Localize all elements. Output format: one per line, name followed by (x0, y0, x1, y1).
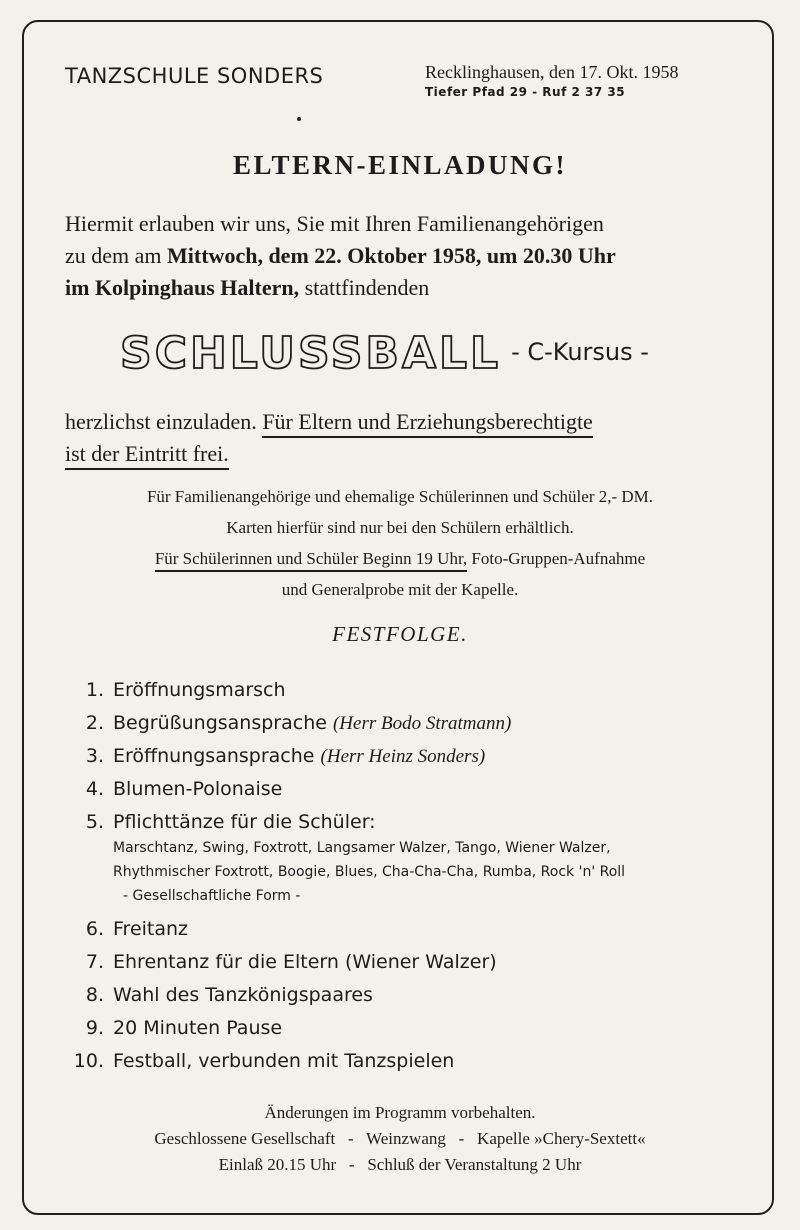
program-item (68, 708, 625, 741)
item-number: 2. (85, 712, 104, 734)
dance-line-2: Rhythmischer Foxtrott, Boogie, Blues, Cha-Cha-Cha, Rumba, Rock 'n' Roll (113, 864, 626, 880)
item-text: Pflichttänze für die Schüler: (113, 811, 376, 833)
program-item (68, 675, 625, 708)
item-note: (Herr Heinz Sonders) (320, 746, 486, 767)
item-text: Begrüßungsansprache (113, 712, 333, 734)
event-date: Mittwoch, dem 22. Oktober 1958, um 20.30 Uhr (167, 243, 616, 268)
invite-line-2 (65, 438, 593, 470)
dance-line-1: Marschtanz, Swing, Foxtrott, Langsamer Walzer, Tango, Wiener Walzer, (113, 840, 611, 856)
program-item (68, 741, 625, 774)
program-item (68, 947, 625, 980)
invite-text: herzlichst einzuladen. (65, 409, 263, 434)
item-number: 10. (73, 1050, 104, 1072)
item-number: 3. (85, 745, 104, 767)
ink-dot (297, 117, 301, 121)
program-item (68, 1046, 625, 1079)
student-start-underlined: Für Schülerinnen und Schüler Beginn 19 Uhr, (155, 549, 467, 572)
intro-line-3 (65, 272, 616, 304)
course-label: - C-Kursus - (511, 338, 649, 366)
note-line-2: Karten hierfür sind nur bei den Schülern erhältlich. (226, 518, 574, 537)
school-name: TANZSCHULE SONDERS (65, 64, 324, 88)
intro-paragraph (65, 208, 616, 304)
headline: ELTERN-EINLADUNG! (232, 150, 568, 180)
item-text: Festball, verbunden mit Tanzspielen (113, 1050, 455, 1072)
dance-list (113, 836, 625, 914)
footer-line-2: Geschlossene Gesellschaft - Weinzwang - Kapelle »Chery-Sextett« (154, 1129, 646, 1148)
item-text: Wahl des Tanzkönigspaares (113, 984, 373, 1006)
footer-line-1: Änderungen im Programm vorbehalten. (264, 1103, 536, 1122)
program-item (68, 914, 625, 947)
item-text: Eröffnungsmarsch (113, 679, 286, 701)
item-text: Eröffnungsansprache (113, 745, 321, 767)
note-line-1: Für Familienangehörige und ehemalige Schülerinnen und Schüler 2,- DM. (146, 487, 654, 506)
footer-line-3: Einlaß 20.15 Uhr - Schluß der Veranstaltung 2 Uhr (218, 1155, 582, 1174)
item-number: 4. (85, 778, 104, 800)
item-number: 9. (85, 1017, 104, 1039)
item-number: 6. (85, 918, 104, 940)
item-number: 8. (85, 984, 104, 1006)
program-item (68, 1013, 625, 1046)
dance-line-3: - Gesellschaftliche Form - (123, 888, 301, 904)
item-number: 5. (85, 811, 104, 833)
note-line-4: und Generalprobe mit der Kapelle. (281, 580, 519, 599)
program-title: FESTFOLGE. (332, 622, 468, 646)
free-entry-underlined: Für Eltern und Erziehungsberechtigte (262, 409, 593, 438)
address-line: Tiefer Pfad 29 - Ruf 2 37 35 (425, 85, 626, 99)
note-text: Foto-Gruppen-Aufnahme (467, 549, 646, 568)
item-text: Ehrentanz für die Eltern (Wiener Walzer) (113, 951, 497, 973)
program-item (68, 774, 625, 807)
note-line-3 (0, 543, 800, 574)
item-number: 1. (85, 679, 104, 701)
intro-line-1: Hiermit erlauben wir uns, Sie mit Ihren Familienangehörigen (65, 211, 604, 236)
item-text: 20 Minuten Pause (113, 1017, 283, 1039)
event-title: SCHLUSSBALL (120, 328, 502, 379)
intro-text: zu dem am (65, 243, 168, 268)
program-item (68, 807, 625, 914)
invite-line-1 (65, 406, 593, 438)
free-entry-underlined-2: ist der Eintritt frei. (65, 441, 229, 470)
intro-text: stattfindenden (299, 275, 430, 300)
item-text: Blumen-Polonaise (113, 778, 283, 800)
event-venue: im Kolpinghaus Haltern, (65, 275, 300, 300)
item-number: 7. (85, 951, 104, 973)
program-item (68, 980, 625, 1013)
invite-paragraph (65, 406, 593, 470)
program-list (68, 675, 625, 1079)
footer (0, 1100, 800, 1178)
date-line: Recklinghausen, den 17. Okt. 1958 (425, 62, 679, 82)
notes-block (0, 481, 800, 605)
intro-line-2 (65, 240, 616, 272)
item-note: (Herr Bodo Stratmann) (332, 713, 512, 734)
event-title-row (120, 328, 649, 379)
item-text: Freitanz (113, 918, 189, 940)
